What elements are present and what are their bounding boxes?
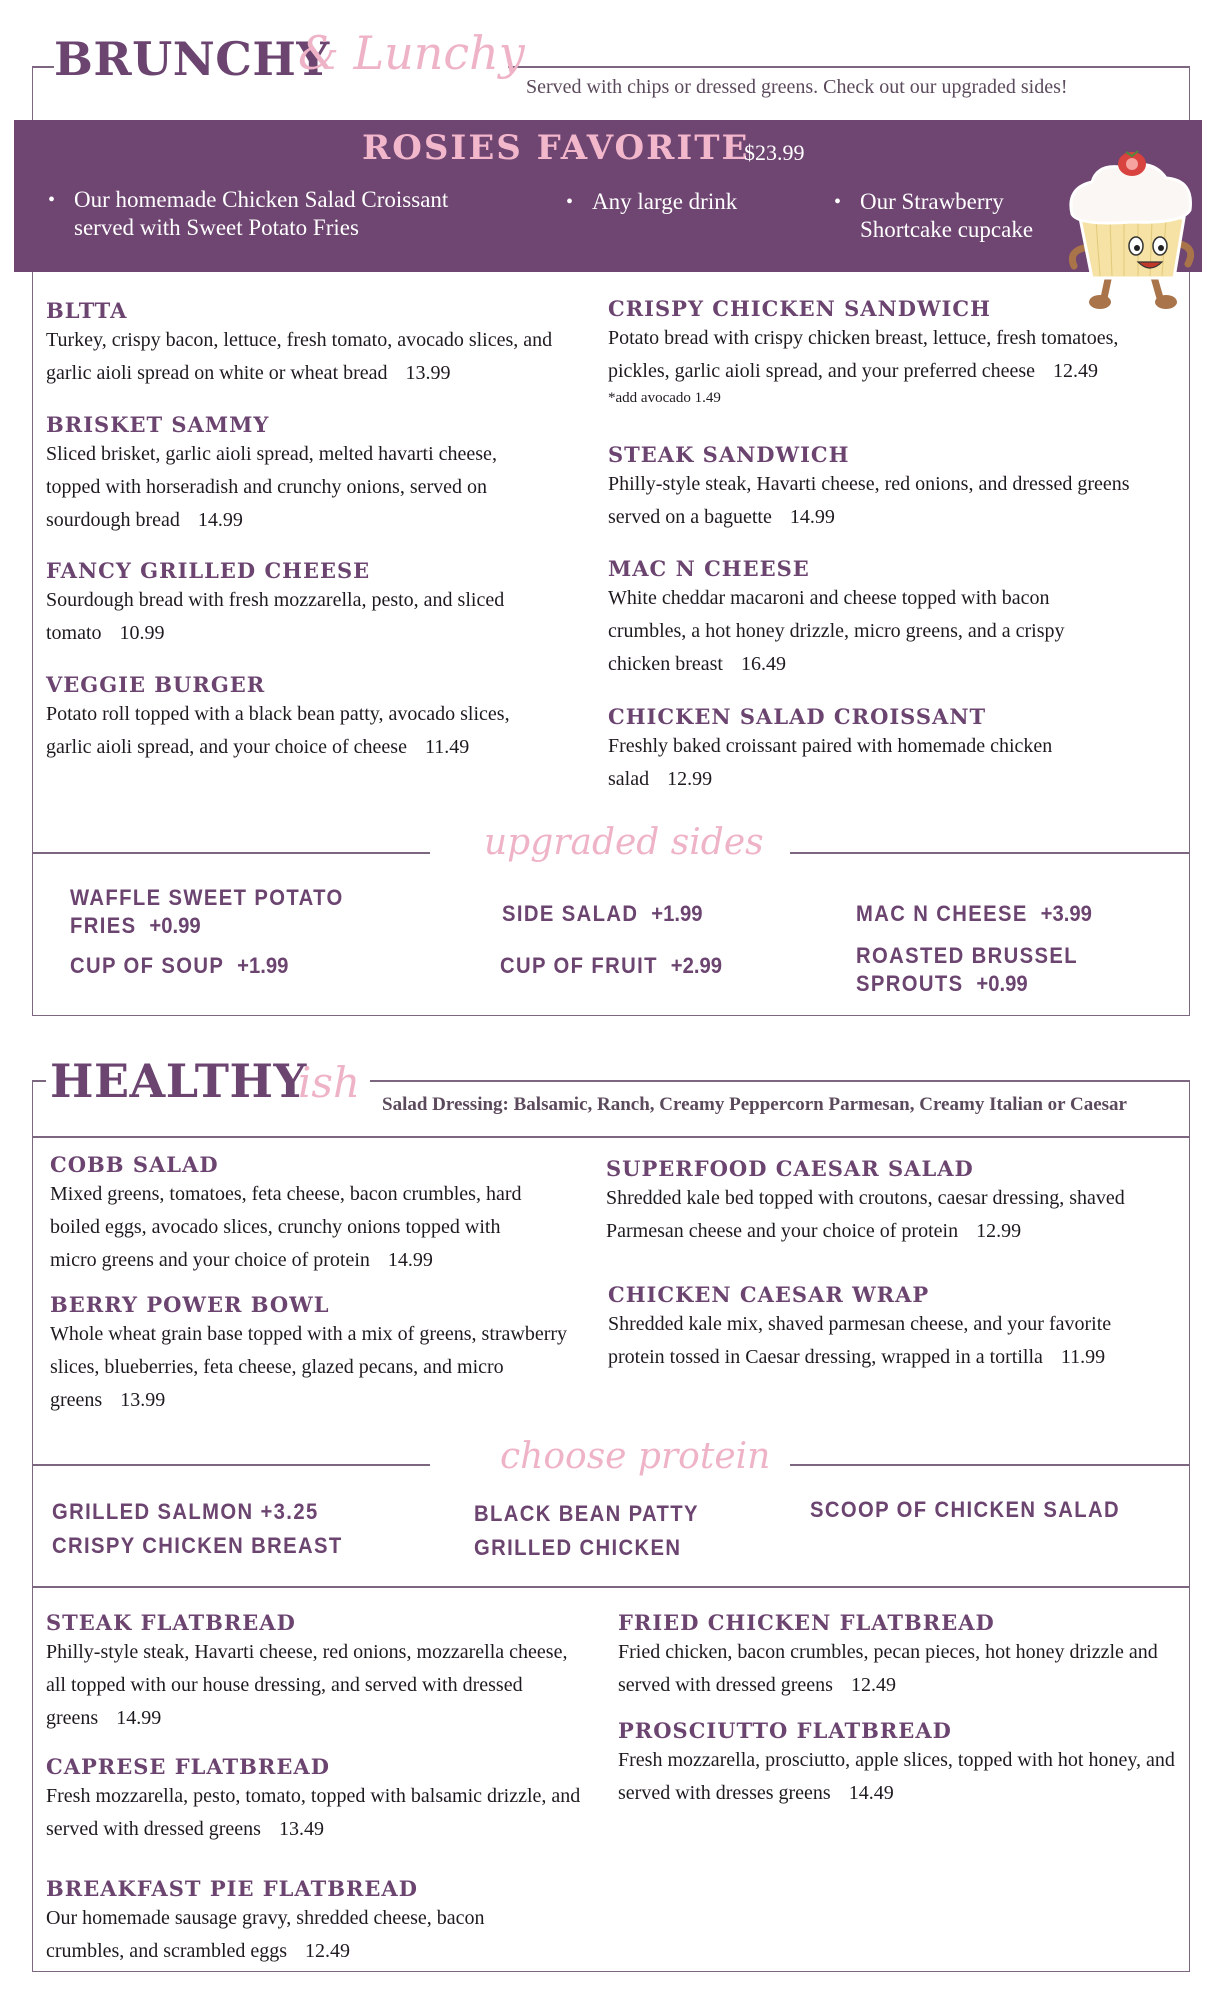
menu-item	[608, 556, 1108, 681]
featured-bullet: • Our homemade Chicken Salad Croissant served with Sweet Potato Fries	[74, 186, 494, 242]
side-item: CUP OF SOUP +1.99	[70, 953, 289, 978]
divider-line	[790, 852, 1190, 854]
item-description: Sliced brisket, garlic aioli spread, melted havarti cheese, topped with horseradish and crunchy onions, served on sourdough bread 14.99	[46, 443, 497, 531]
side-item: CUP OF FRUIT +2.99	[500, 953, 722, 978]
item-name: STEAK FLATBREAD	[46, 1610, 296, 1635]
item-name: BREAKFAST PIE FLATBREAD	[46, 1876, 418, 1901]
item-description: Mixed greens, tomatoes, feta cheese, bacon crumbles, hard boiled eggs, avocado slices, crunchy onions topped with micro greens and your choice of protein 14.99	[50, 1183, 522, 1271]
menu-item	[618, 1718, 1178, 1810]
featured-title: ROSIES FAVORITE	[362, 128, 750, 168]
upgraded-sides-label: upgraded sides	[484, 822, 764, 863]
side-item: ROASTED BRUSSEL SPROUTS +0.99	[856, 943, 1078, 996]
item-price: 12.49	[305, 1940, 351, 1962]
item-description: Philly-style steak, Havarti cheese, red onions, and dressed greens served on a baguette 14.99	[608, 473, 1130, 528]
section-title-script-lunchy: & Lunchy	[298, 26, 525, 80]
cupcake-mascot-icon	[1062, 148, 1202, 316]
item-name: FANCY GRILLED CHEESE	[46, 558, 371, 583]
item-description: Turkey, crispy bacon, lettuce, fresh tomato, avocado slices, and garlic aioli spread on white or wheat bread 13.99	[46, 329, 553, 384]
item-note: *add avocado 1.49	[608, 390, 721, 406]
item-price: 12.99	[667, 768, 713, 790]
item-name: MAC N CHEESE	[608, 556, 810, 581]
item-description: Fresh mozzarella, pesto, tomato, topped with balsamic drizzle, and served with dressed greens 13.49	[46, 1785, 581, 1840]
protein-option: GRILLED CHICKEN	[474, 1535, 682, 1560]
divider-line	[32, 852, 430, 854]
item-description: Sourdough bread with fresh mozzarella, pesto, and sliced tomato 10.99	[46, 589, 505, 644]
brunchy-tagline: Served with chips or dressed greens. Check out our upgraded sides!	[526, 76, 1068, 98]
item-description: Shredded kale mix, shaved parmesan cheese, and your favorite protein tossed in Caesar dressing, wrapped in a tortilla 11.99	[608, 1313, 1112, 1368]
section-title-brunchy: BRUNCHY	[54, 32, 338, 86]
item-price: 16.49	[740, 653, 786, 675]
item-price: 13.49	[278, 1818, 324, 1840]
item-description: Fresh mozzarella, prosciutto, apple slices, topped with hot honey, and served with dresses greens 14.49	[618, 1749, 1175, 1804]
item-price: 11.99	[1060, 1346, 1106, 1368]
menu-item	[618, 1610, 1178, 1702]
item-description: Philly-style steak, Havarti cheese, red onions, mozzarella cheese, all topped with our house dressing, and served with dressed greens 14.99	[46, 1641, 568, 1729]
item-name: CHICKEN SALAD CROISSANT	[608, 704, 987, 729]
menu-item	[46, 558, 546, 650]
menu-item	[608, 1282, 1158, 1374]
item-name: COBB SALAD	[50, 1152, 219, 1177]
item-price: 14.99	[116, 1707, 162, 1729]
frame-line	[32, 66, 54, 68]
item-price: 14.49	[848, 1782, 894, 1804]
item-name: CAPRESE FLATBREAD	[46, 1754, 330, 1779]
item-price: 12.99	[976, 1220, 1022, 1242]
protein-option: SCOOP OF CHICKEN SALAD	[810, 1497, 1120, 1522]
item-name: VEGGIE BURGER	[46, 672, 266, 697]
item-description: Shredded kale bed topped with croutons, caesar dressing, shaved Parmesan cheese and your choice of protein 12.99	[606, 1187, 1125, 1242]
side-item: SIDE SALAD +1.99	[502, 901, 703, 926]
item-name: CRISPY CHICKEN SANDWICH	[608, 296, 991, 321]
side-item: MAC N CHEESE +3.99	[856, 901, 1092, 926]
menu-item	[46, 1610, 586, 1735]
item-price: 14.99	[789, 506, 835, 528]
divider-line	[32, 1464, 430, 1466]
featured-price: $23.99	[744, 140, 805, 165]
menu-item	[50, 1152, 550, 1277]
item-name: PROSCIUTTO FLATBREAD	[618, 1718, 952, 1743]
menu-item	[46, 298, 566, 390]
item-name: STEAK SANDWICH	[608, 442, 850, 467]
menu-item	[46, 412, 546, 537]
divider-line	[790, 1464, 1190, 1466]
side-item: WAFFLE SWEET POTATO FRIES +0.99	[70, 885, 344, 938]
frame-line	[32, 1080, 46, 1082]
item-name: CHICKEN CAESAR WRAP	[608, 1282, 930, 1307]
item-description: Freshly baked croissant paired with homemade chicken salad 12.99	[608, 735, 1053, 790]
salad-dressing-note: Salad Dressing: Balsamic, Ranch, Creamy Peppercorn Parmesan, Creamy Italian or Caesar	[382, 1094, 1127, 1115]
item-price: 10.99	[119, 622, 165, 644]
item-description: Potato bread with crispy chicken breast, lettuce, fresh tomatoes, pickles, garlic aioli spread, and your preferred cheese 12.49	[608, 327, 1119, 382]
item-description: Whole wheat grain base topped with a mix of greens, strawberry slices, blueberries, feta cheese, glazed pecans, and micro greens 13.99	[50, 1323, 568, 1411]
item-price: 14.99	[197, 509, 243, 531]
frame-line	[370, 1080, 1190, 1082]
frame-line	[508, 66, 1190, 68]
item-price: 11.49	[424, 736, 470, 758]
menu-item	[50, 1292, 570, 1417]
menu-item	[606, 1156, 1166, 1248]
item-name: SUPERFOOD CAESAR SALAD	[606, 1156, 974, 1181]
menu-item	[46, 1876, 546, 1968]
section-title-healthy: HEALTHY	[50, 1054, 313, 1108]
divider-line	[32, 1586, 1190, 1588]
protein-option: BLACK BEAN PATTY	[474, 1501, 699, 1526]
menu-item	[608, 442, 1178, 534]
item-price: 14.99	[387, 1249, 433, 1271]
item-name: BERRY POWER BOWL	[50, 1292, 330, 1317]
menu-item	[608, 704, 1088, 796]
item-description: White cheddar macaroni and cheese topped with bacon crumbles, a hot honey drizzle, micro greens, and a crispy chicken breast 16.49	[608, 587, 1065, 675]
item-description: Fried chicken, bacon crumbles, pecan pieces, hot honey drizzle and served with dressed greens 12.49	[618, 1641, 1158, 1696]
item-price: 13.99	[120, 1389, 166, 1411]
item-price: 13.99	[405, 362, 451, 384]
item-name: BRISKET SAMMY	[46, 412, 270, 437]
item-description: Potato roll topped with a black bean patty, avocado slices, garlic aioli spread, and your choice of cheese 11.49	[46, 703, 510, 758]
protein-option: CRISPY CHICKEN BREAST	[52, 1533, 343, 1558]
featured-bullet: • Our Strawberry Shortcake cupcake	[860, 188, 1060, 244]
item-description: Our homemade sausage gravy, shredded cheese, bacon crumbles, and scrambled eggs 12.49	[46, 1907, 485, 1962]
protein-option: GRILLED SALMON +3.25	[52, 1499, 319, 1524]
menu-item	[46, 1754, 586, 1846]
item-name: BLTTA	[46, 298, 128, 323]
menu-item	[46, 672, 556, 764]
section-title-script-ish: ish	[298, 1058, 361, 1107]
item-name: FRIED CHICKEN FLATBREAD	[618, 1610, 995, 1635]
featured-bullet: • Any large drink	[592, 188, 812, 216]
item-price: 12.49	[1053, 360, 1099, 382]
choose-protein-label: choose protein	[500, 1436, 771, 1477]
item-price: 12.49	[850, 1674, 896, 1696]
divider-line	[32, 1136, 1190, 1138]
menu-item	[608, 296, 1153, 408]
